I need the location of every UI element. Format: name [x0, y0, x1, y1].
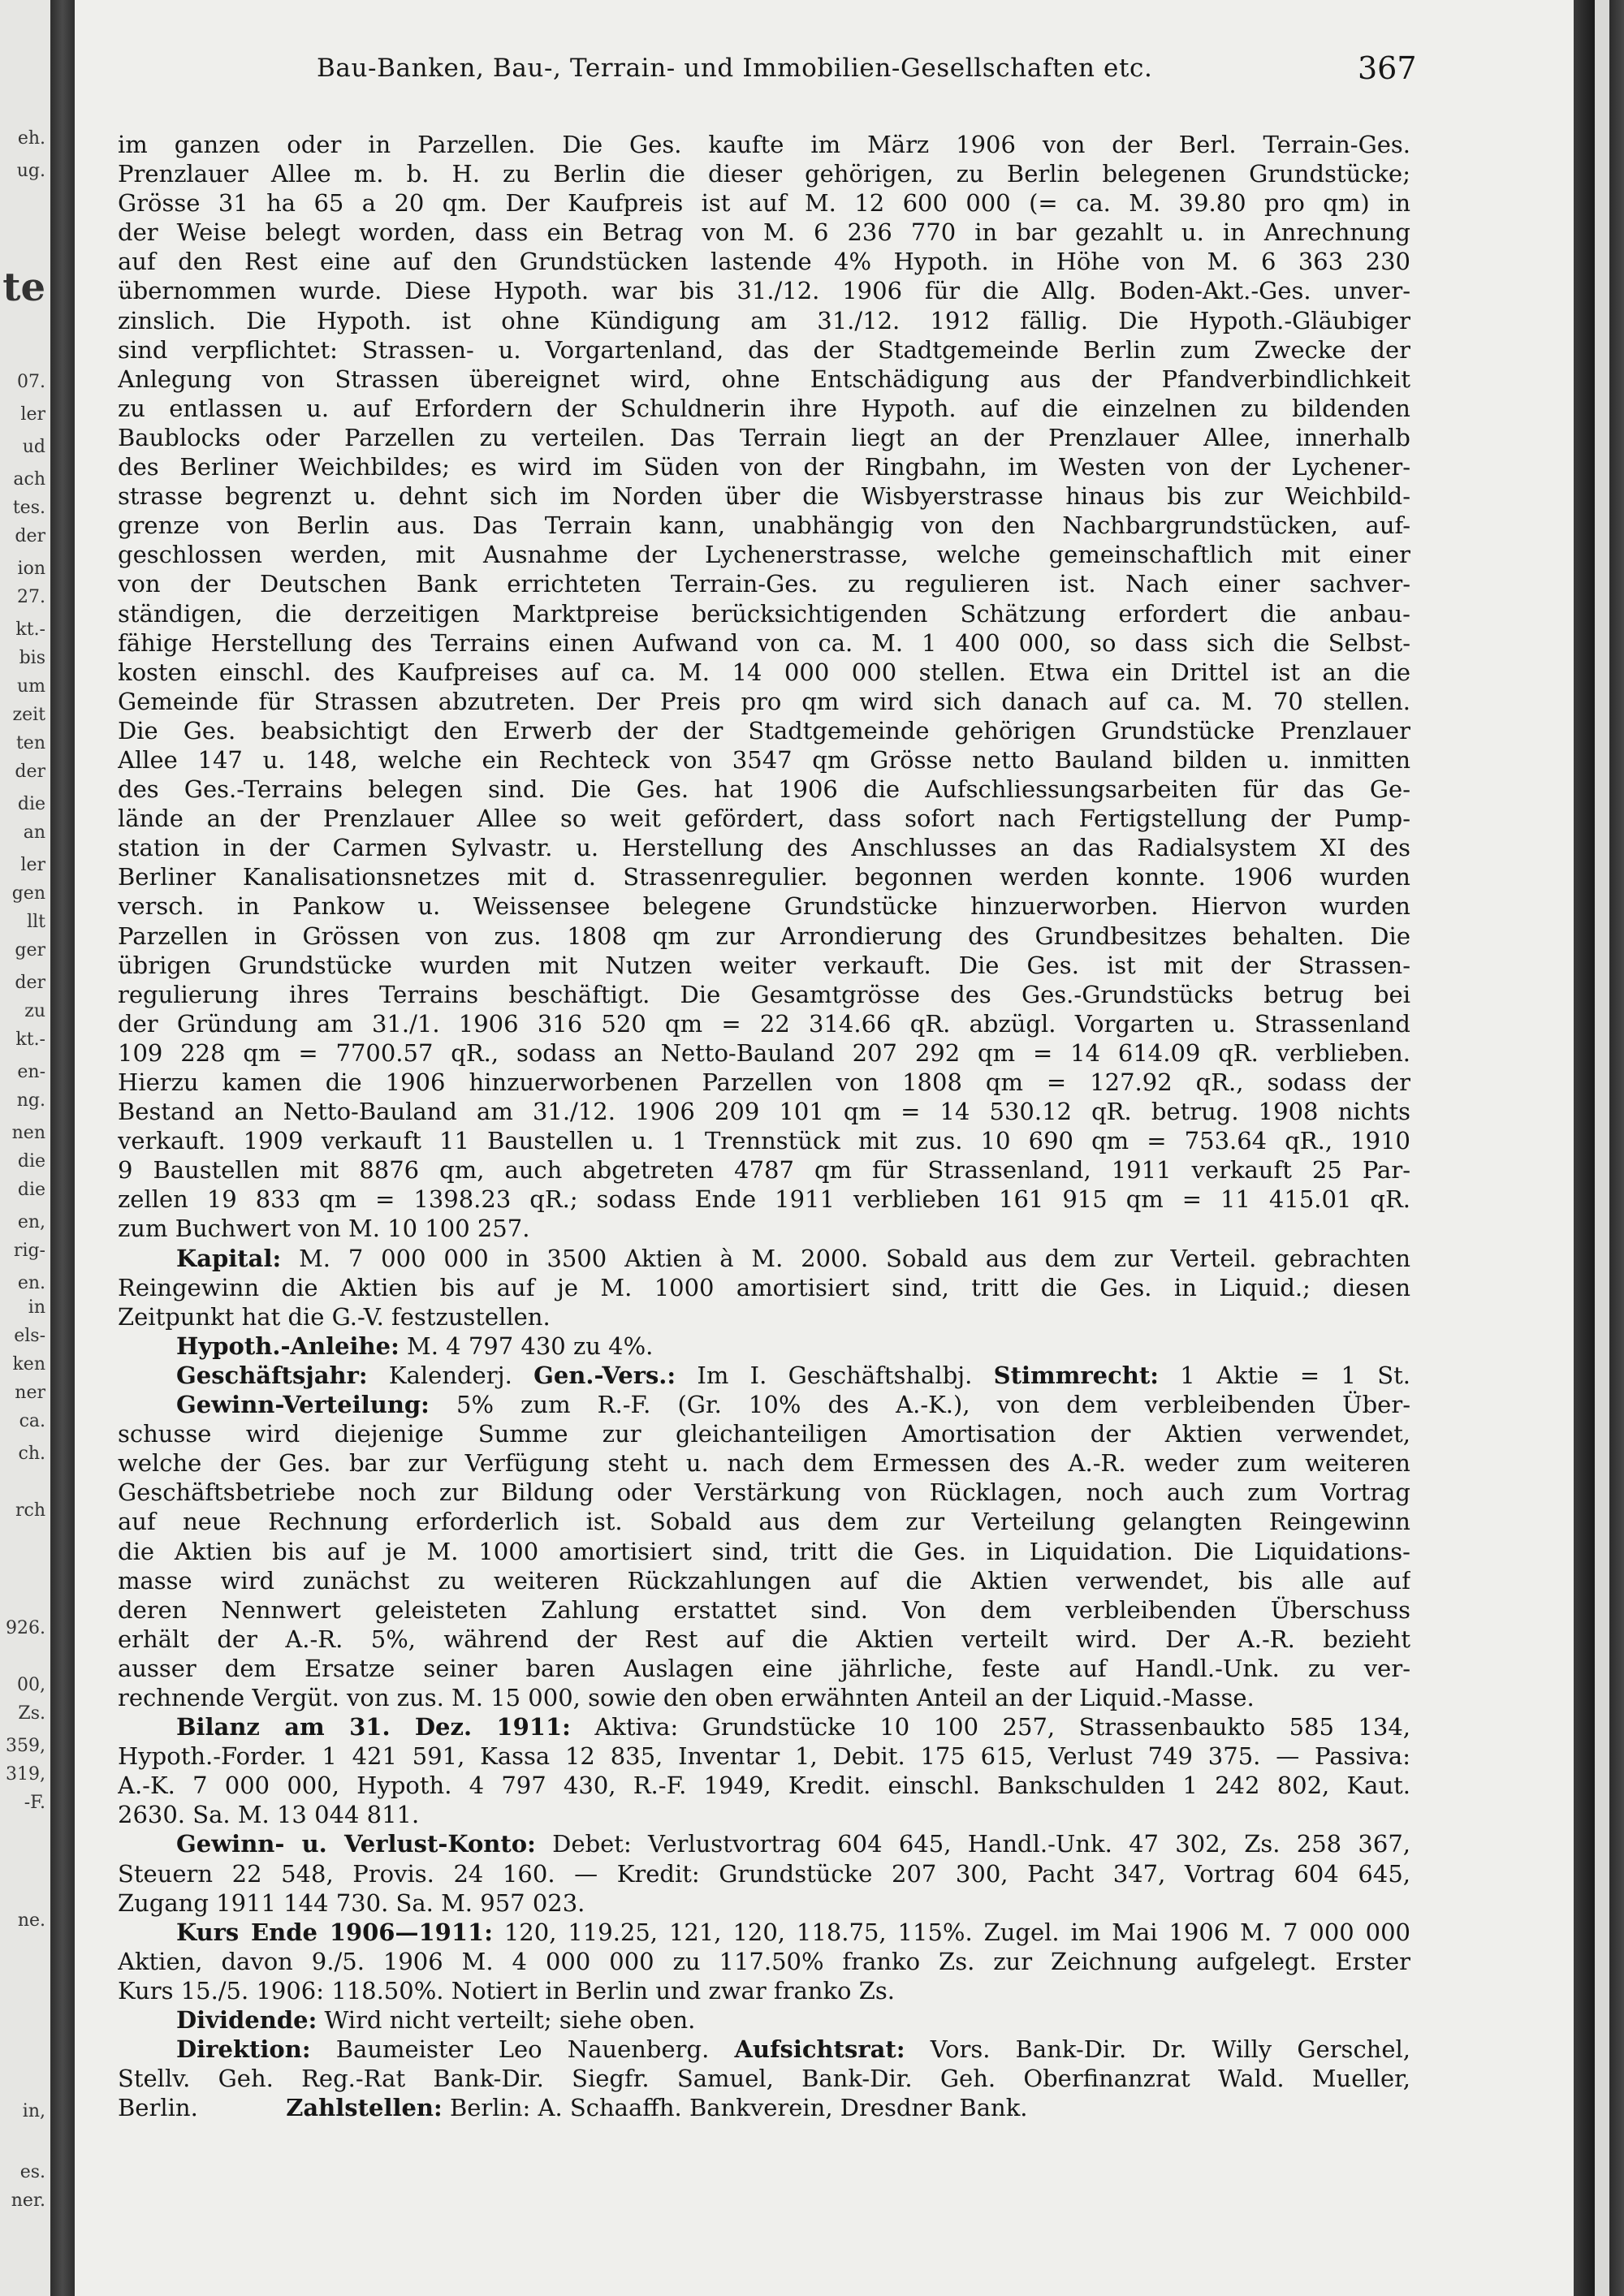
running-head: Bau-Banken, Bau-, Terrain- und Immobilien-Gesellschaften etc. — [317, 54, 1153, 83]
text-line: masse wird zunächst zu weiteren Rückzahlungen auf die Aktien verwendet, bis alle auf — [118, 1566, 1410, 1595]
text-line: lände an der Prenzlauer Allee so weit gefördert, dass sofort nach Fertigstellung der Pump- — [118, 805, 1410, 833]
guv-text: Debet: Verlustvortrag 604 645, Handl.-Unk. 47 302, Zs. 258 367, — [552, 1830, 1410, 1858]
text-line: von der Deutschen Bank errichteten Terrain-Ges. zu regulieren ist. Nach einer sachver- — [118, 570, 1410, 598]
margin-fragment: um — [16, 676, 45, 697]
margin-fragment: ug. — [16, 161, 45, 181]
bilanz-body — [118, 1741, 1410, 1829]
margin-fragment: 926. — [6, 1618, 45, 1638]
direktion-city: Berlin. — [118, 2094, 198, 2122]
margin-fragment: zeit — [12, 705, 45, 725]
margin-fragment: nen — [11, 1123, 45, 1143]
geschaeftsjahr-line — [118, 1361, 1410, 1390]
text-line: Berliner Kanalisationsnetzes mit d. Strassenregulier. begonnen werden konnte. 1906 wurden — [118, 863, 1410, 891]
page-edge — [1574, 0, 1624, 2296]
margin-fragment: ner — [15, 1383, 45, 1403]
margin-fragment: ca. — [19, 1411, 45, 1431]
text-line: geschlossen werden, mit Ausnahme der Lychenerstrasse, welche gemeinschaftlich mit einer — [118, 541, 1410, 569]
text-line: Baublocks oder Parzellen zu verteilen. Das Terrain liegt an der Prenzlauer Allee, innerhalb — [118, 423, 1410, 451]
bilanz-label: Bilanz am 31. Dez. 1911: — [176, 1713, 571, 1741]
margin-fragment: els- — [14, 1326, 45, 1346]
margin-fragment: llt — [27, 912, 45, 932]
margin-fragment: -F. — [24, 1793, 45, 1813]
text-line: Allee 147 u. 148, welche ein Rechteck von 3547 qm Grösse netto Bauland bilden u. inmitten — [118, 745, 1410, 774]
margin-fragment: ch. — [18, 1444, 45, 1464]
text-line: kosten einschl. des Kaufpreises auf ca. M. 14 000 000 stellen. Etwa ein Drittel ist an die — [118, 658, 1410, 686]
text-line: Hypoth.-Forder. 1 421 591, Kassa 12 835, Inventar 1, Debit. 175 615, Verlust 749 375. — Passiva: — [118, 1742, 1410, 1771]
text-line: ausser dem Ersatze seiner baren Auslagen eine jährliche, feste auf Handl.-Unk. zu ver- — [118, 1654, 1410, 1682]
book-gutter — [50, 0, 75, 2296]
text-line: Zugang 1911 144 730. Sa. M. 957 023. — [118, 1888, 585, 1917]
text-line: Hierzu kamen die 1906 hinzuerworbenen Parzellen von 1808 qm = 127.92 qR., sodass der — [118, 1068, 1410, 1096]
text-line: Kurs 15./5. 1906: 118.50%. Notiert in Berlin und zwar franko Zs. — [118, 1976, 895, 2005]
kapital-label: Kapital: — [176, 1244, 282, 1272]
hypoth-text: M. 4 797 430 zu 4%. — [407, 1331, 654, 1360]
margin-fragment: Zs. — [18, 1703, 45, 1724]
gewinn-verteilung-text: 5% zum R.-F. (Gr. 10% des A.-K.), von dem verbleibenden Über- — [456, 1391, 1410, 1419]
text-line: zellen 19 833 qm = 1398.23 qR.; sodass Ende 1911 verblieben 161 915 qm = 11 415.01 qR. — [118, 1185, 1410, 1214]
stimmrecht-text: 1 Aktie = 1 St. — [1180, 1361, 1410, 1389]
text-line: zu entlassen u. auf Erfordern der Schuldnerin ihre Hypoth. auf die einzelnen zu bildenden — [118, 394, 1410, 422]
text-line: 2630. Sa. M. 13 044 811. — [118, 1801, 420, 1829]
text-line: regulierung ihres Terrains beschäftigt. Die Gesamtgrösse des Ges.-Grundstücks betrug bei — [118, 980, 1410, 1008]
hypoth-line — [118, 1331, 1410, 1361]
margin-fragment: an — [23, 822, 45, 843]
text-line: die Aktien bis auf je M. 1000 amortisiert sind, tritt die Ges. in Liquidation. Die Liquidations- — [118, 1537, 1410, 1565]
guv-line — [118, 1829, 1410, 1858]
previous-page-margin — [0, 0, 50, 2296]
direktion-line — [118, 2035, 1410, 2064]
margin-fragment: kt.- — [15, 619, 45, 640]
kapital-line-3: Zeitpunkt hat die G.-V. festzustellen. — [118, 1302, 551, 1331]
margin-fragment: rch — [15, 1500, 45, 1521]
text-line: auf den Rest eine auf den Grundstücken lastende 4% Hypoth. in Höhe von M. 6 363 230 — [118, 248, 1410, 276]
text-line: Geschäftsbetriebe noch zur Bildung oder Verstärkung von Rücklagen, noch auch zum Vortrag — [118, 1478, 1410, 1507]
aufsichtsrat-line-2: Stellv. Geh. Reg.-Rat Bank-Dir. Siegfr. Samuel, Bank-Dir. Geh. Oberfinanzrat Wald. Mueller, — [118, 2065, 1410, 2093]
gewinn-verteilung-body — [118, 1419, 1410, 1712]
body-text — [118, 130, 1410, 2122]
kurs-line — [118, 1918, 1410, 1947]
text-line: Grösse 31 ha 65 a 20 qm. Der Kaufpreis ist auf M. 12 600 000 (= ca. M. 39.80 pro qm) in — [118, 189, 1410, 218]
margin-fragment: der — [15, 762, 45, 782]
text-line: des Berliner Weichbildes; es wird im Süden von der Ringbahn, im Westen von der Lychener- — [118, 453, 1410, 481]
margin-fragment: in — [28, 1297, 45, 1318]
gv-label: Gen.-Vers.: — [533, 1361, 676, 1389]
margin-fragment: ken — [12, 1354, 45, 1375]
text-line: Anlegung von Strassen übereignet wird, ohne Entschädigung aus der Pfandverbindlichkeit — [118, 365, 1410, 393]
zahlstellen-line — [118, 2093, 1410, 2122]
text-line: übrigen Grundstücke wurden mit Nutzen weiter verkauft. Die Ges. ist mit der Strassen- — [118, 951, 1410, 979]
margin-fragment: ach — [13, 469, 45, 490]
text-line: deren Nennwert geleisteten Zahlung erstattet sind. Von dem verbleibenden Überschuss — [118, 1595, 1410, 1624]
text-line: Prenzlauer Allee m. b. H. zu Berlin die dieser gehörigen, zu Berlin belegenen Grundstücke; — [118, 160, 1410, 188]
stimmrecht-label: Stimmrecht: — [993, 1361, 1159, 1389]
margin-fragment: bis — [19, 648, 45, 668]
dividende-line — [118, 2005, 1410, 2035]
kapital-line — [118, 1244, 1410, 1273]
kapital-text: M. 7 000 000 in 3500 Aktien à M. 2000. Sobald aus dem zur Verteil. gebrachten — [299, 1244, 1410, 1272]
text-line: des Ges.-Terrains belegen sind. Die Ges. hat 1906 die Aufschliessungsarbeiten für das Ge- — [118, 775, 1410, 804]
margin-fragment: eh. — [17, 128, 45, 149]
text-line: der Weise belegt worden, dass ein Betrag von M. 6 236 770 in bar gezahlt u. in Anrechnung — [118, 218, 1410, 247]
text-line: 109 228 qm = 7700.57 qR., sodass an Netto-Bauland 207 292 qm = 14 614.09 qR. verblieben. — [118, 1038, 1410, 1067]
gv-text: Im I. Geschäftshalbj. — [697, 1361, 973, 1389]
text-line: grenze von Berlin aus. Das Terrain kann, unabhängig von den Nachbargrundstücken, auf- — [118, 511, 1410, 540]
text-line: verkauft. 1909 verkauft 11 Baustellen u. 1 Trennstück mit zus. 10 690 qm = 753.64 qR., 1910 — [118, 1127, 1410, 1155]
margin-fragment: kt.- — [15, 1029, 45, 1050]
text-line: auf neue Rechnung erforderlich ist. Sobald aus dem zur Verteilung gelangten Reingewinn — [118, 1508, 1410, 1536]
text-line: welche der Ges. bar zur Verfügung steht u. nach dem Ermessen des A.-R. weder zum weiteren — [118, 1449, 1410, 1478]
direktion-text: Baumeister Leo Nauenberg. — [335, 2035, 710, 2064]
guv-body — [118, 1859, 1410, 1918]
zahlstellen-label: Zahlstellen: — [286, 2094, 443, 2122]
text-line: 9 Baustellen mit 8876 qm, auch abgetreten 4787 qm für Strassenland, 1911 verkauft 25 Par- — [118, 1156, 1410, 1185]
aufsichtsrat-label: Aufsichtsrat: — [734, 2035, 905, 2064]
margin-fragment: der — [15, 973, 45, 993]
margin-fragment: 359, — [6, 1736, 45, 1756]
bilanz-text: Aktiva: Grundstücke 10 100 257, Strassenbaukto 585 134, — [594, 1713, 1410, 1741]
text-line: Parzellen in Grössen von zus. 1808 qm zur Arrondierung des Grundbesitzes behalten. Die — [118, 921, 1410, 950]
margin-fragment: zu — [24, 1001, 45, 1021]
text-line: erhält der A.-R. 5%, während der Rest auf die Aktien verteilt wird. Der A.-R. bezieht — [118, 1625, 1410, 1653]
gewinn-verteilung-label: Gewinn-Verteilung: — [176, 1391, 430, 1419]
text-line: ständigen, die derzeitigen Marktpreise berücksichtigenden Schätzung erfordert die anbau- — [118, 599, 1410, 628]
margin-fragment: 07. — [17, 372, 45, 392]
text-line: station in der Carmen Sylvastr. u. Herstellung des Anschlusses an das Radialsystem XI des — [118, 834, 1410, 862]
text-line: Die Ges. beabsichtigt den Erwerb der der Stadtgemeinde gehörigen Grundstücke Prenzlauer — [118, 716, 1410, 744]
margin-fragment: 00, — [17, 1675, 45, 1695]
margin-fragment: ger — [15, 940, 45, 960]
text-line: sind verpflichtet: Strassen- u. Vorgartenland, das der Stadtgemeinde Berlin zum Zwecke der — [118, 335, 1410, 364]
text-line: Aktien, davon 9./5. 1906 M. 4 000 000 zu 117.50% franko Zs. zur Zeichnung aufgelegt. Erster — [118, 1947, 1410, 1975]
margin-fragment: ne. — [17, 1910, 45, 1931]
margin-fragment: en, — [17, 1212, 45, 1232]
text-line: Gemeinde für Strassen abzutreten. Der Preis pro qm wird sich danach auf ca. M. 70 stellen. — [118, 687, 1410, 715]
margin-fragment: es. — [19, 2162, 45, 2182]
text-line: strasse begrenzt u. dehnt sich im Norden über die Wisbyerstrasse hinaus bis zur Weichbild- — [118, 482, 1410, 511]
margin-fragment: gen — [11, 883, 45, 904]
margin-fragment: die — [17, 1151, 45, 1172]
text-line: A.-K. 7 000 000, Hypoth. 4 797 430, R.-F. 1949, Kredit. einschl. Bankschulden 1 242 802, Kaut. — [118, 1772, 1410, 1800]
margin-fragment: ud — [22, 437, 45, 457]
kapital-line-2: Reingewinn die Aktien bis auf je M. 1000 amortisiert sind, tritt die Ges. in Liquid.; diesen — [118, 1273, 1410, 1301]
text-line: Steuern 22 548, Provis. 24 160. — Kredit: Grundstücke 207 300, Pacht 347, Vortrag 604 645, — [118, 1859, 1410, 1888]
guv-label: Gewinn- u. Verlust-Konto: — [176, 1830, 536, 1858]
text-line: der Gründung am 31./1. 1906 316 520 qm = 22 314.66 qR. abzügl. Vorgarten u. Strassenland — [118, 1009, 1410, 1038]
margin-fragment: 319, — [6, 1764, 45, 1785]
text-line: übernommen wurde. Diese Hypoth. war bis 31./12. 1906 für die Allg. Boden-Akt.-Ges. unver- — [118, 277, 1410, 305]
text-line: zinslich. Die Hypoth. ist ohne Kündigung am 31./12. 1912 fällig. Die Hypoth.-Gläubiger — [118, 306, 1410, 334]
margin-fragment: der — [15, 526, 45, 546]
text-line: Bestand an Netto-Bauland am 31./12. 1906 209 101 qm = 14 530.12 qR. betrug. 1908 nichts — [118, 1098, 1410, 1126]
margin-fragment: 27. — [17, 587, 45, 607]
margin-fragment: ler — [20, 404, 45, 425]
margin-fragment: ten — [15, 733, 45, 753]
geschaeftsjahr-label: Geschäftsjahr: — [176, 1361, 368, 1389]
gewinn-verteilung-line — [118, 1390, 1410, 1419]
main-paragraph — [118, 130, 1410, 1244]
margin-fragment: die — [17, 1180, 45, 1200]
page-number: 367 — [1358, 50, 1417, 86]
text-line: zum Buchwert von M. 10 100 257. — [118, 1215, 530, 1243]
margin-fragment: ner. — [11, 2190, 45, 2211]
dividende-label: Dividende: — [176, 2006, 317, 2034]
margin-fragment: ler — [20, 855, 45, 875]
text-line: im ganzen oder in Parzellen. Die Ges. kaufte im März 1906 von der Berl. Terrain-Ges. — [118, 131, 1410, 158]
margin-fragment: rig- — [13, 1241, 45, 1261]
margin-fragment: die — [17, 794, 45, 814]
text-line: versch. in Pankow u. Weissensee belegene Grundstücke hinzuerworben. Hiervon wurden — [118, 892, 1410, 921]
text-line: rechnende Vergüt. von zus. M. 15 000, sowie den oben erwähnten Anteil an der Liquid.-Masse. — [118, 1683, 1255, 1711]
margin-fragment: ion — [17, 559, 45, 579]
aufsichtsrat-text: Vors. Bank-Dir. Dr. Willy Gerschel, — [930, 2035, 1410, 2064]
margin-fragment: ng. — [16, 1090, 45, 1111]
kurs-text: 120, 119.25, 121, 120, 118.75, 115%. Zugel. im Mai 1906 M. 7 000 000 — [503, 1918, 1410, 1946]
text-line: fähige Herstellung des Terrains einen Aufwand von ca. M. 1 400 000, so dass sich die Selbst- — [118, 628, 1410, 657]
geschaeftsjahr-text: Kalenderj. — [388, 1361, 512, 1389]
hypoth-label: Hypoth.-Anleihe: — [176, 1331, 400, 1360]
margin-fragment: in, — [22, 2101, 45, 2121]
margin-fragment: en. — [17, 1273, 45, 1293]
direktion-label: Direktion: — [176, 2035, 311, 2064]
zahlstellen-text: Berlin: A. Schaaffh. Bankverein, Dresdner Bank. — [449, 2094, 1028, 2122]
bilanz-line — [118, 1712, 1410, 1741]
text-line: schusse wird diejenige Summe zur gleichanteiligen Amortisation der Aktien verwendet, — [118, 1420, 1410, 1448]
kurs-label: Kurs Ende 1906—1911: — [176, 1918, 493, 1946]
margin-fragment: tes. — [12, 498, 45, 518]
dividende-text: Wird nicht verteilt; siehe oben. — [324, 2006, 696, 2034]
kurs-body — [118, 1947, 1410, 2005]
margin-fragment: en- — [17, 1062, 45, 1082]
margin-fragment: te — [2, 265, 45, 310]
